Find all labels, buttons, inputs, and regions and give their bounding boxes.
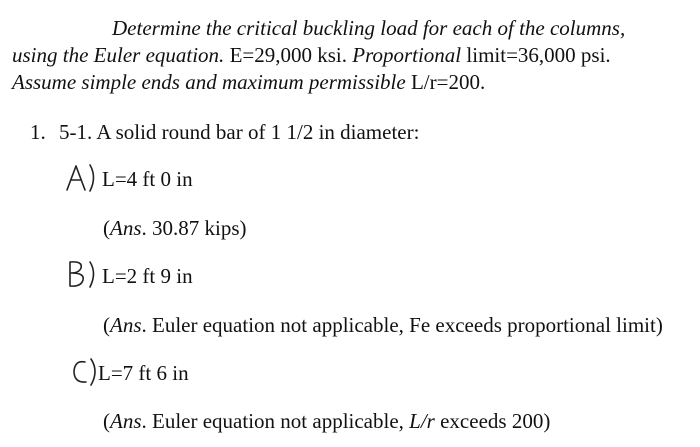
intro-line-1 (112, 16, 625, 40)
part-b-length (102, 264, 193, 288)
part-b-answer-rest: . Euler equation not applicable, Fe exceeds proportional limit) (141, 313, 663, 337)
intro-text-2c: Proportional (352, 43, 462, 67)
part-b-answer-ans: Ans (110, 313, 142, 337)
part-b-length-text: L=2 ft 9 in (102, 264, 193, 288)
part-a-answer-open: ( (103, 216, 110, 240)
part-a-answer (103, 216, 247, 240)
part-a-marker (64, 163, 98, 193)
part-a-handwritten-mark (64, 163, 98, 193)
part-c-answer-rest1: . Euler equation not applicable, (141, 409, 410, 433)
intro-text-1: Determine the critical buckling load for each of the columns, (112, 16, 626, 40)
problem-text: 5-1. A solid round bar of 1 1/2 in diameter: (59, 120, 420, 144)
part-a-length-text: L=4 ft 0 in (102, 167, 193, 191)
intro-text-3b: L/r=200. (405, 70, 486, 94)
part-a-answer-rest: . 30.87 kips) (141, 216, 247, 240)
part-a-answer-ans: Ans (110, 216, 142, 240)
part-c-answer-rest2: exceeds 200) (434, 409, 551, 433)
part-b-answer-open: ( (103, 313, 110, 337)
intro-text-3a: Assume simple ends and maximum permissible (12, 70, 406, 94)
part-c-answer-lr: L/r (409, 409, 435, 433)
problem-number: 1. (30, 120, 46, 144)
part-c-answer (103, 409, 550, 433)
part-b-handwritten-mark (66, 259, 100, 289)
part-c-answer-open: ( (103, 409, 110, 433)
problem-heading (30, 120, 419, 144)
part-b-answer (103, 313, 663, 337)
intro-line-2 (12, 43, 611, 67)
intro-text-2a: using the Euler equation. (12, 43, 225, 67)
intro-text-2b: E=29,000 ksi. (224, 43, 353, 67)
part-c-length-text: L=7 ft 6 in (98, 361, 189, 385)
part-c-answer-ans: Ans (110, 409, 142, 433)
part-a-length (102, 167, 193, 191)
part-c-length (98, 361, 189, 385)
intro-text-2d: limit=36,000 psi. (461, 43, 611, 67)
part-b-marker (66, 259, 100, 289)
intro-line-3 (12, 70, 485, 94)
